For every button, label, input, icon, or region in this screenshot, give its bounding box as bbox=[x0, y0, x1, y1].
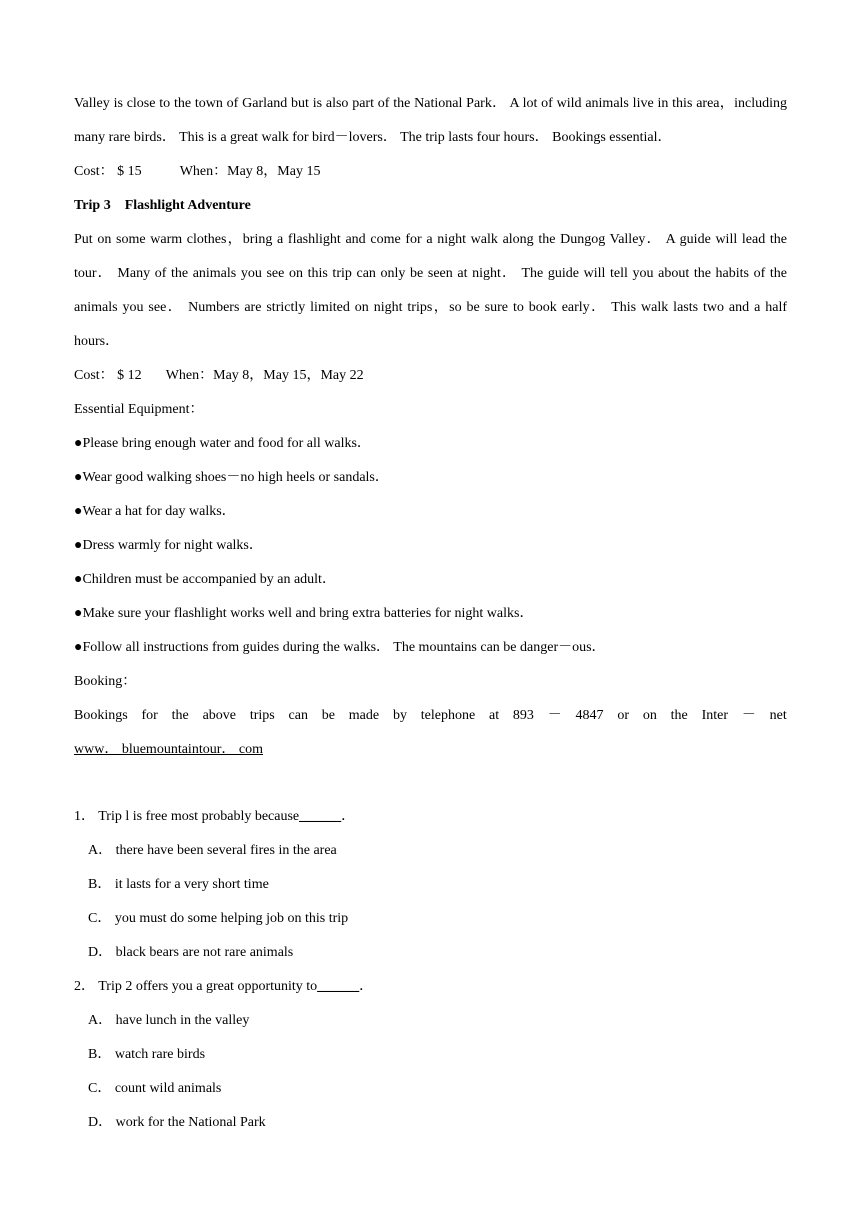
answer-option: C． you must do some helping job on this trip bbox=[88, 911, 349, 926]
equipment-item: ●Make sure your flashlight works well and bring extra batteries for night walks． bbox=[74, 606, 534, 621]
equipment-heading: Essential Equipment： bbox=[74, 402, 204, 417]
equipment-item: ●Please bring enough water and food for all walks． bbox=[74, 436, 371, 451]
booking-url-link[interactable]: www． bluemountaintour． com bbox=[74, 742, 263, 757]
booking-word: or bbox=[617, 708, 630, 723]
answer-option: D． work for the National Park bbox=[88, 1115, 266, 1130]
answer-blank: ______ bbox=[299, 809, 342, 824]
equipment-item: ●Follow all instructions from guides during the walks． The mountains can be danger－ous． bbox=[74, 640, 606, 655]
equipment-item: ●Dress warmly for night walks． bbox=[74, 538, 263, 553]
trip3-heading: Trip 3 Flashlight Adventure bbox=[74, 198, 251, 213]
question-1 bbox=[74, 800, 787, 970]
booking-word: Inter bbox=[701, 708, 728, 723]
booking-url-line bbox=[74, 733, 787, 767]
answer-option: A． there have been several fires in the area bbox=[88, 843, 337, 858]
booking-word: the bbox=[670, 708, 688, 723]
document-page bbox=[74, 87, 787, 1140]
trip3-cost-line bbox=[74, 359, 787, 393]
booking-word: 4847 bbox=[575, 708, 604, 723]
trip2-cost-line bbox=[74, 155, 787, 189]
equipment-item: ●Wear good walking shoes－no high heels or sandals． bbox=[74, 470, 389, 485]
booking-word: the bbox=[171, 708, 189, 723]
question-stem bbox=[74, 800, 787, 834]
trip2-cost: Cost： $ 15 bbox=[74, 164, 142, 179]
booking-word: － bbox=[547, 708, 562, 723]
booking-word: by bbox=[392, 708, 407, 723]
booking-word: above bbox=[202, 708, 236, 723]
question-stem-end: ． bbox=[341, 809, 356, 824]
equipment-item: ●Wear a hat for day walks． bbox=[74, 504, 236, 519]
booking-word: 893 bbox=[512, 708, 534, 723]
answer-option: C． count wild animals bbox=[88, 1081, 222, 1096]
booking-word: trips bbox=[249, 708, 275, 723]
answer-option: A． have lunch in the valley bbox=[88, 1013, 250, 1028]
booking-heading: Booking： bbox=[74, 674, 137, 689]
question-stem-text: 2． Trip 2 offers you a great opportunity to bbox=[74, 979, 318, 994]
equipment-list bbox=[74, 427, 787, 665]
answer-option: D． black bears are not rare animals bbox=[88, 945, 294, 960]
booking-word: Bookings bbox=[74, 708, 128, 723]
booking-word: telephone bbox=[420, 708, 476, 723]
booking-word: － bbox=[741, 708, 756, 723]
spacer bbox=[74, 767, 787, 800]
question-2 bbox=[74, 970, 787, 1140]
trip3-when: When：May 8，May 15，May 22 bbox=[165, 368, 364, 383]
trip3-cost: Cost： $ 12 bbox=[74, 368, 142, 383]
answer-option: B． watch rare birds bbox=[88, 1047, 206, 1062]
booking-word: net bbox=[769, 708, 787, 723]
question-stem bbox=[74, 970, 787, 1004]
booking-word: be bbox=[321, 708, 335, 723]
question-stem-end: ． bbox=[359, 979, 374, 994]
question-stem-text: 1． Trip l is free most probably because bbox=[74, 809, 300, 824]
booking-text bbox=[74, 699, 787, 733]
booking-word: at bbox=[488, 708, 500, 723]
booking-word: for bbox=[141, 708, 158, 723]
trip2-paragraph: Valley is close to the town of Garland but is also part of the National Park． A lot of wild animals live in this area，including many rare birds． This is a great walk for bird－lovers． The trip lasts four hours． Bookings essential． bbox=[74, 96, 787, 145]
answer-option: B． it lasts for a very short time bbox=[88, 877, 269, 892]
trip3-paragraph: Put on some warm clothes，bring a flashlight and come for a night walk along the Dungog Valley． A guide will lead the tour． Many of the animals you see on this trip can only be seen at night． The guide will tell you about the habits of the animals you see． Numbers are strictly limited on night trips，so be sure to book early． This walk lasts two and a half hours． bbox=[74, 232, 787, 349]
booking-word: can bbox=[288, 708, 308, 723]
booking-word: on bbox=[642, 708, 657, 723]
booking-word: made bbox=[348, 708, 380, 723]
answer-blank: ______ bbox=[317, 979, 360, 994]
equipment-item: ●Children must be accompanied by an adult． bbox=[74, 572, 336, 587]
trip2-when: When：May 8，May 15 bbox=[179, 164, 321, 179]
